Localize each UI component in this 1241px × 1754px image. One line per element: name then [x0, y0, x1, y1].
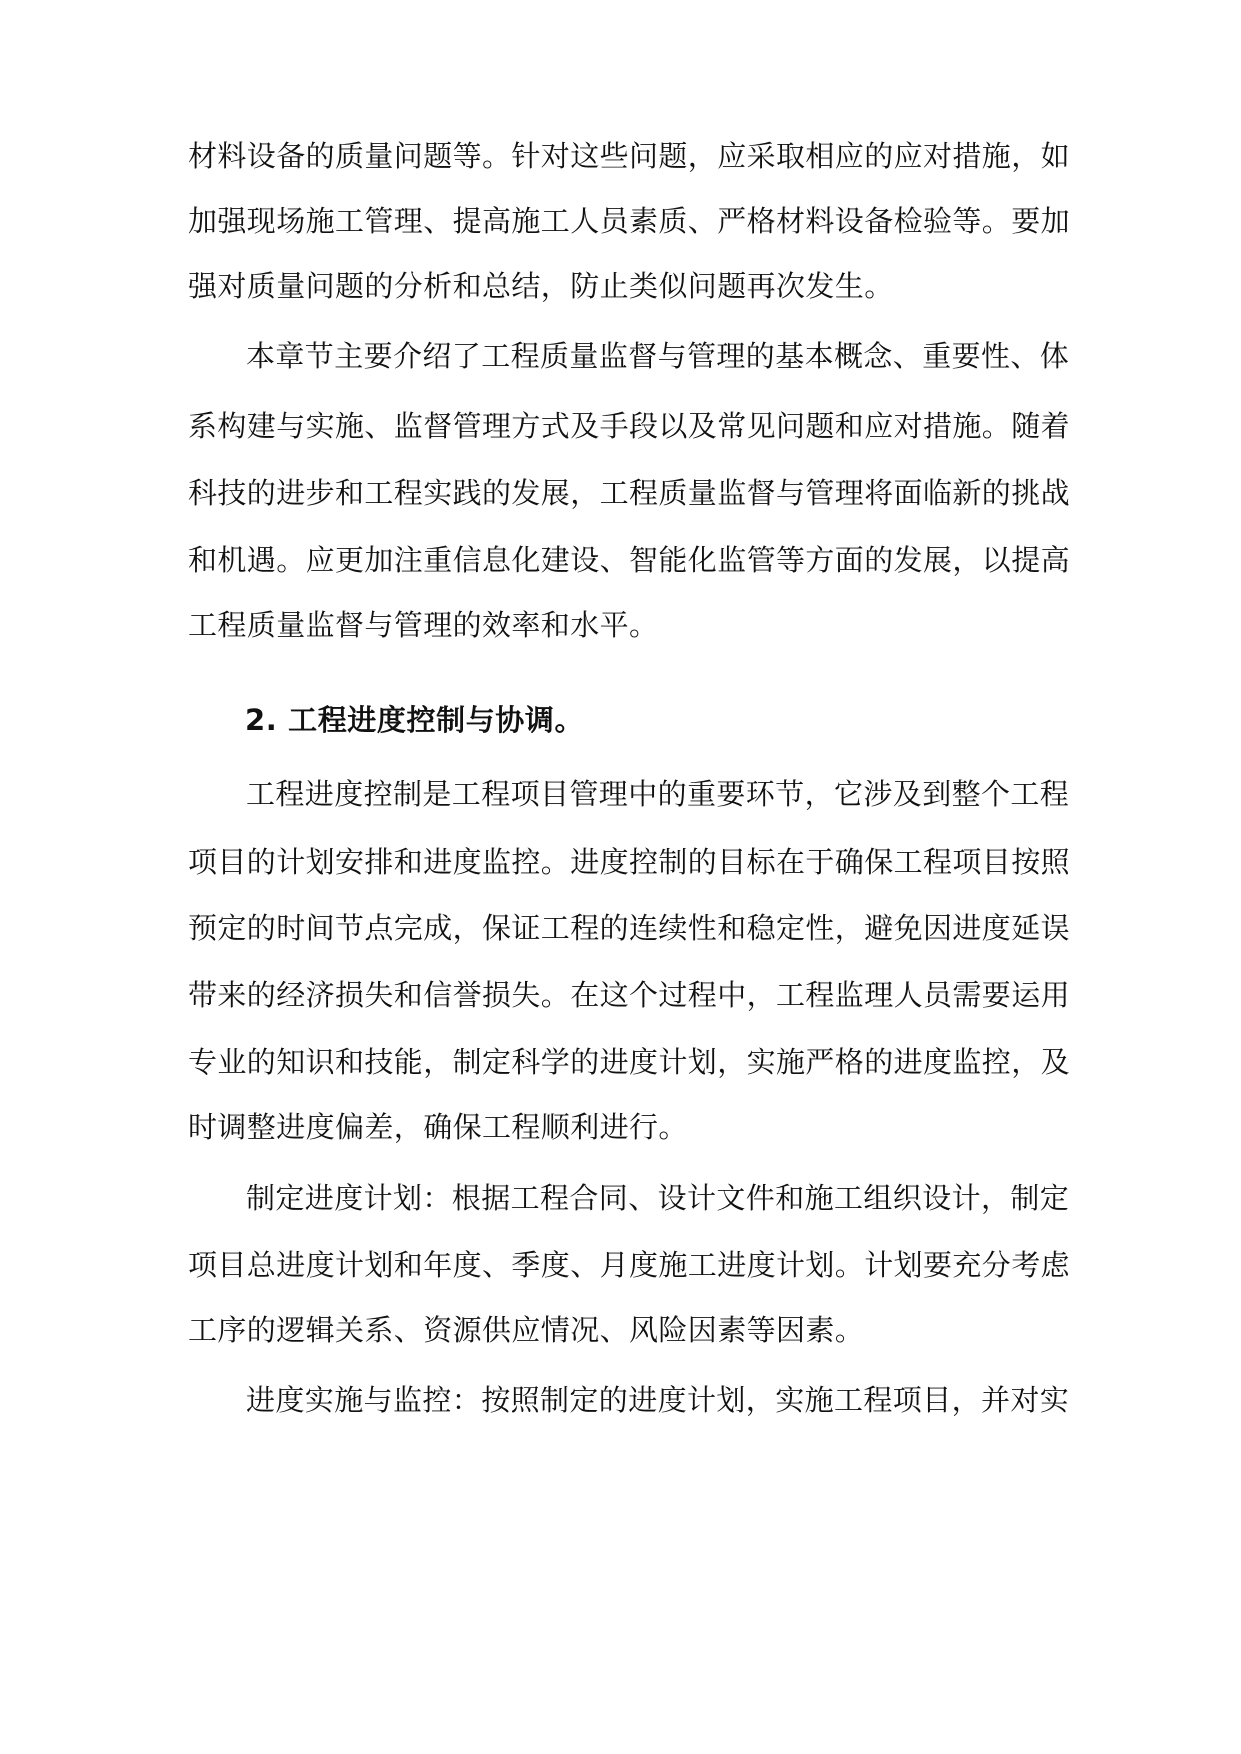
text-line: 专业的知识和技能，制定科学的进度计划，实施严格的进度监控，及 [188, 1045, 1071, 1079]
text-line: 项目的计划安排和进度监控。进度控制的目标在于确保工程项目按照 [188, 845, 1071, 879]
text-line: 工序的逻辑关系、资源供应情况、风险因素等因素。 [188, 1313, 865, 1347]
text-line: 本章节主要介绍了工程质量监督与管理的基本概念、重要性、体 [246, 339, 1070, 373]
text-line: 进度实施与监控：按照制定的进度计划，实施工程项目，并对实 [246, 1383, 1070, 1417]
text-line: 科技的进步和工程实践的发展，工程质量监督与管理将面临新的挑战 [188, 476, 1071, 510]
text-line: 制定进度计划：根据工程合同、设计文件和施工组织设计，制定 [246, 1181, 1070, 1215]
text-line: 强对质量问题的分析和总结，防止类似问题再次发生。 [188, 269, 894, 303]
section-heading: 2. 工程进度控制与协调。 [245, 703, 585, 737]
text-line: 材料设备的质量问题等。针对这些问题，应采取相应的应对措施，如 [188, 139, 1071, 173]
text-line: 工程进度控制是工程项目管理中的重要环节，它涉及到整个工程 [246, 777, 1070, 811]
text-line: 带来的经济损失和信誉损失。在这个过程中，工程监理人员需要运用 [188, 978, 1071, 1012]
text-line: 时调整进度偏差，确保工程顺利进行。 [188, 1110, 688, 1144]
text-line: 工程质量监督与管理的效率和水平。 [188, 608, 659, 642]
text-line: 和机遇。应更加注重信息化建设、智能化监管等方面的发展，以提高 [188, 543, 1071, 577]
text-line: 项目总进度计划和年度、季度、月度施工进度计划。计划要充分考虑 [188, 1248, 1071, 1282]
text-line: 系构建与实施、监督管理方式及手段以及常见问题和应对措施。随着 [188, 409, 1071, 443]
text-line: 加强现场施工管理、提高施工人员素质、严格材料设备检验等。要加 [188, 204, 1071, 238]
text-line: 预定的时间节点完成，保证工程的连续性和稳定性，避免因进度延误 [188, 911, 1071, 945]
